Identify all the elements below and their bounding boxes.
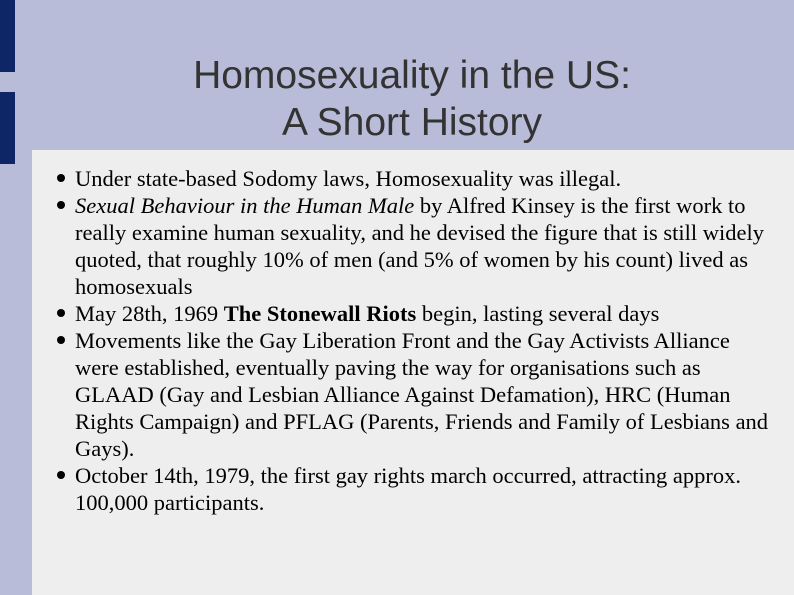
bullet-dot-icon (57, 174, 65, 182)
bullet-dot-icon (57, 471, 65, 479)
bullet-text: October 14th, 1979, the first gay rights march occurred, attracting approx. 100,000 participants. (75, 463, 742, 515)
bullet-text-after: begin, lasting several days (416, 301, 660, 326)
decorative-bar-2 (0, 92, 15, 164)
bullet-dot-icon (57, 309, 65, 317)
bullet-item-kinsey (32, 192, 772, 300)
bullet-text: Movements like the Gay Liberation Front and the Gay Activists Alliance were established, eventually paving the way for organisations such as GLAAD (Gay and Lesbian Alliance Against Defamation), HRC (Human Rights Campaign) and PFLAG (Parents, Friends and Family of Lesbians and Gays). (75, 328, 769, 461)
slide-title-line-2: A Short History (281, 101, 543, 144)
content-panel (32, 150, 794, 595)
bullet-dot-icon (57, 201, 65, 209)
slide-title (30, 52, 794, 146)
stonewall-riots-bold: The Stonewall Riots (223, 301, 417, 326)
bullet-text-before: May 28th, 1969 (75, 301, 224, 326)
bullet-item-movements (32, 327, 772, 462)
book-title: Sexual Behaviour in the Human Male (75, 193, 415, 218)
bullet-text: Under state-based Sodomy laws, Homosexuality was illegal. (75, 166, 622, 191)
bullet-dot-icon (57, 336, 65, 344)
decorative-bar-1 (0, 0, 15, 72)
slide-title-line-1: Homosexuality in the US: (193, 54, 631, 97)
bullet-list (32, 165, 772, 516)
bullet-item-stonewall (32, 300, 772, 327)
bullet-text: by Alfred Kinsey is the first work to really examine human sexuality, and he devised the figure that is still widely quoted, that roughly 10% of men (and 5% of women by his count) lived as homosexuals (75, 193, 764, 299)
title-area (30, 0, 794, 150)
bullet-item-march (32, 462, 772, 516)
bullet-item-sodomy-laws (32, 165, 772, 192)
